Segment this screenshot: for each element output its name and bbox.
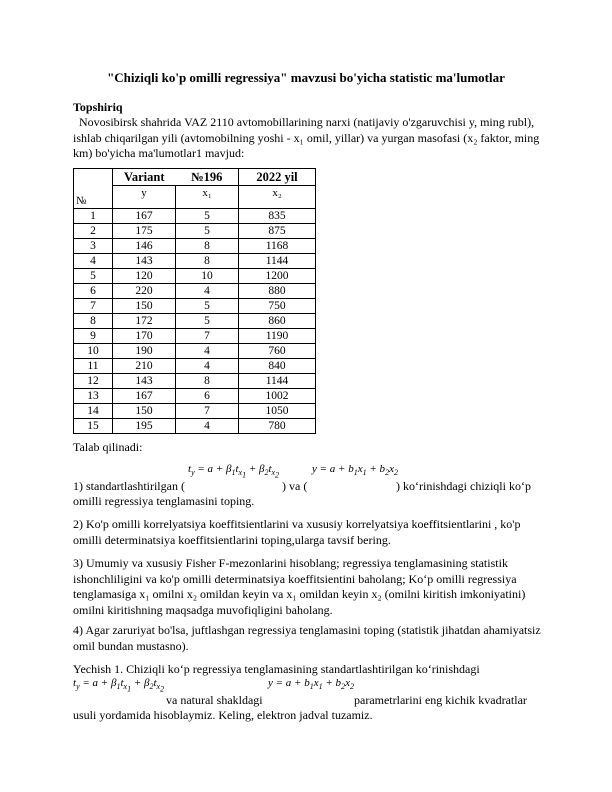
table-cell: 1144	[239, 374, 316, 389]
solution-intro: Yechish 1. Chiziqli ko‘p regressiya tenglamasining standartlashtirilgan ko‘rinishdagi	[73, 662, 480, 676]
table-cell: 167	[113, 209, 176, 224]
required-label: Talab qilinadi:	[73, 440, 143, 454]
table-row	[74, 389, 316, 404]
solution-text-line2: usuli yordamida hisoblaymiz. Keling, elektron jadval tuzamiz.	[73, 708, 373, 722]
table-cell: 4	[176, 344, 239, 359]
table-cell: 8	[74, 314, 113, 329]
solution-text-line1: parametrlarini eng kichik kvadratlar	[354, 693, 527, 707]
variant-number: №196	[176, 169, 239, 186]
table-cell: 1002	[239, 389, 316, 404]
table-cell: 15	[74, 419, 113, 434]
table-cell: 1050	[239, 404, 316, 419]
table-cell: 9	[74, 329, 113, 344]
table-cell: 10	[176, 269, 239, 284]
col-header-x2: x₂	[239, 186, 316, 209]
table-cell: 5	[176, 314, 239, 329]
table-row	[74, 209, 316, 224]
table-cell: 4	[176, 419, 239, 434]
table-cell: 8	[176, 254, 239, 269]
table-row	[74, 224, 316, 239]
table-cell: 150	[113, 299, 176, 314]
table-cell: 1144	[239, 254, 316, 269]
item-2: 2) Ko'p omilli korrelyatsiya koeffitsientlarini va xususiy korrelyatsiya koeffitsientlarini , ko'p omilli determinatsiya koeffitsientlarini toping,ularga tavsif bering.	[73, 517, 521, 547]
table-cell: 220	[113, 284, 176, 299]
table-cell: 3	[74, 239, 113, 254]
table-cell: 1200	[239, 269, 316, 284]
table-cell: 750	[239, 299, 316, 314]
table-cell: 172	[113, 314, 176, 329]
table-cell: 10	[74, 344, 113, 359]
table-row	[74, 299, 316, 314]
table-cell: 860	[239, 314, 316, 329]
table-cell: 880	[239, 284, 316, 299]
formula-standard: $t_y = a + \beta_1t_{x_1} + \beta_2t_{x_2}$	[188, 463, 280, 480]
table-row	[74, 329, 316, 344]
table-cell: 146	[113, 239, 176, 254]
table-cell: 13	[74, 389, 113, 404]
solution-natural-label: va natural shakldagi	[166, 693, 263, 707]
table-cell: 1168	[239, 239, 316, 254]
table-row	[74, 269, 316, 284]
table-cell: 5	[176, 299, 239, 314]
table-row	[74, 254, 316, 269]
table-cell: 4	[176, 359, 239, 374]
table-cell: 1	[74, 209, 113, 224]
table-cell: 6	[74, 284, 113, 299]
table-cell: 4	[176, 284, 239, 299]
table-cell: 7	[176, 404, 239, 419]
table-row	[74, 404, 316, 419]
item-1-part-a: 1) standartlashtirilgan (	[73, 479, 185, 493]
table-cell: 175	[113, 224, 176, 239]
item-1-part-c-line2: omilli regressiya tenglamasini toping.	[73, 494, 255, 508]
task-heading: Topshiriq	[73, 100, 123, 114]
formula-natural: $y = a + b_1x_1 + b_2x_2$	[312, 463, 398, 478]
table-row	[74, 359, 316, 374]
col-header-x1: x₁	[176, 186, 239, 209]
table-cell: 760	[239, 344, 316, 359]
table-row	[74, 419, 316, 434]
item-1-part-c-line1: ) ko‘rinishdagi chiziqli ko‘p	[396, 479, 531, 493]
table-row	[74, 344, 316, 359]
table-cell: 840	[239, 359, 316, 374]
solution-formula-standard: $t_y = a + \beta_1t_{x_1} + \beta_2t_{x_2}$	[73, 677, 165, 694]
table-cell: 4	[74, 254, 113, 269]
table-row	[74, 239, 316, 254]
table-cell: 167	[113, 389, 176, 404]
item-3: 3) Umumiy va xususiy Fisher F-mezonlarini hisoblang; regressiya tenglamasining statistik ishonchliligini va ko'p omilli determinatsiya koeffitsientini baholang; Ko‘p omilli regressiya tenglamasiga x₁ omilni x₂ omildan keyin va x₁ omildan keyin x₂ (omilni kiritish imkoniyatini) omilni kiritishning maqsadga muvofiqligini baholang.	[73, 556, 526, 617]
col-header-y: y	[113, 186, 176, 209]
table-cell: 6	[176, 389, 239, 404]
variant-label: Variant	[113, 169, 176, 186]
table-cell: 12	[74, 374, 113, 389]
table-cell: 1190	[239, 329, 316, 344]
table-cell: 190	[113, 344, 176, 359]
table-cell: 5	[176, 224, 239, 239]
table-cell: 14	[74, 404, 113, 419]
task-text: Novosibirsk shahrida VAZ 2110 avtomobillarining narxi (natijaviy o'zgaruvchisi y, ming rubl), ishlab chiqarilgan yili (avtomobilning yoshi - x₁ omil, yillar) va yurgan masofasi (x₂ faktor, ming km) bo'yicha ma'lumotlar1 mavjud:	[73, 115, 540, 160]
document-title: "Chiziqli ko'p omilli regressiya" mavzusi bo'yicha statistic ma'lumotlar	[107, 70, 505, 85]
table-cell: 195	[113, 419, 176, 434]
table-cell: 210	[113, 359, 176, 374]
table-cell: 7	[74, 299, 113, 314]
table-cell: 150	[113, 404, 176, 419]
table-row	[74, 314, 316, 329]
table-cell: 143	[113, 254, 176, 269]
solution-formula-natural: $y = a + b_1x_1 + b_2x_2$	[268, 677, 354, 692]
table-row	[74, 374, 316, 389]
table-row	[74, 284, 316, 299]
table-corner	[74, 169, 113, 186]
col-header-no: №	[74, 186, 113, 209]
table-cell: 780	[239, 419, 316, 434]
table-cell: 170	[113, 329, 176, 344]
item-1-part-b: ) va (	[282, 479, 308, 493]
data-table	[73, 168, 316, 434]
table-cell: 8	[176, 239, 239, 254]
table-cell: 11	[74, 359, 113, 374]
table-cell: 7	[176, 329, 239, 344]
table-cell: 2	[74, 224, 113, 239]
table-cell: 5	[74, 269, 113, 284]
table-cell: 120	[113, 269, 176, 284]
item-4: 4) Agar zaruriyat bo'lsa, juftlashgan regressiya tenglamasini toping (statistik jihatdan ahamiyatsiz omil bundan mustasno).	[73, 623, 541, 653]
table-cell: 5	[176, 209, 239, 224]
table-cell: 835	[239, 209, 316, 224]
table-cell: 143	[113, 374, 176, 389]
table-year: 2022 yil	[239, 169, 316, 186]
table-body	[74, 209, 316, 434]
table-cell: 8	[176, 374, 239, 389]
table-cell: 875	[239, 224, 316, 239]
